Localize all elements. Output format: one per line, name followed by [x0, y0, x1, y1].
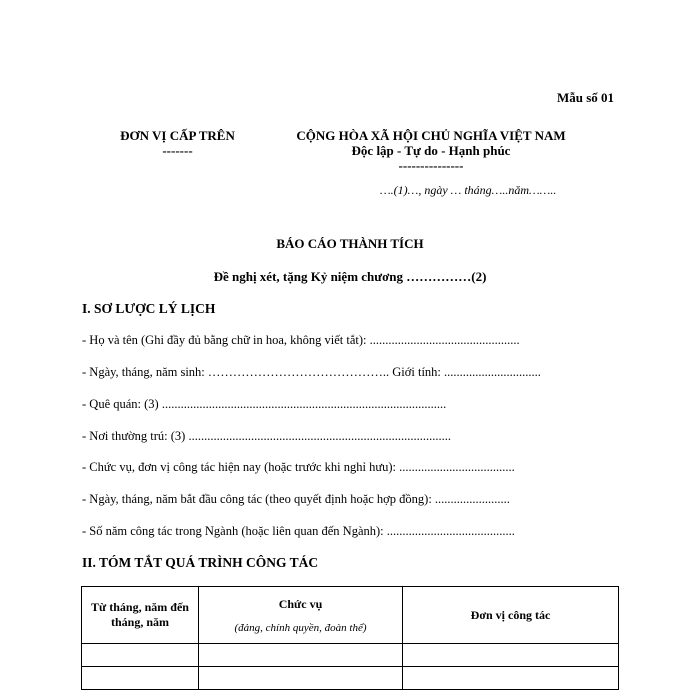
table-row — [82, 667, 619, 690]
header-unit: Đơn vị công tác — [403, 587, 619, 644]
form-number: Mẫu số 01 — [557, 90, 615, 105]
table-header-row — [82, 587, 619, 644]
superior-unit-name: ĐƠN VỊ CẤP TRÊN — [120, 128, 235, 143]
table-row — [82, 644, 619, 667]
header-position — [199, 587, 403, 644]
header-position-note: (đảng, chính quyền, đoàn thể) — [234, 621, 367, 634]
document-subtitle: Đề nghị xét, tặng Kỷ niệm chương ……………(2) — [213, 269, 487, 284]
nation-name: CỘNG HÒA XÃ HỘI CHỦ NGHĨA VIỆT NAM — [296, 128, 566, 143]
table-cell — [403, 667, 619, 690]
field-years-in-sector: - Số năm công tác trong Ngành (hoặc liên quan đến Ngành): ......................................... — [82, 524, 515, 538]
header-period — [82, 587, 199, 644]
field-hometown: - Quê quán: (3) ........................................................................................... — [82, 397, 447, 411]
nation-motto: Độc lập - Tự do - Hạnh phúc — [351, 143, 511, 158]
section-2-heading: II. TÓM TẮT QUÁ TRÌNH CÔNG TÁC — [82, 555, 319, 570]
section-1-heading: I. SƠ LƯỢC LÝ LỊCH — [82, 301, 216, 316]
table-cell — [82, 667, 199, 690]
work-history-table — [81, 586, 619, 690]
field-birth-date-gender: - Ngày, tháng, năm sinh: …………………………………….. Giới tính: ............................... — [82, 365, 541, 379]
field-residence: - Nơi thường trú: (3) .................................................................................... — [82, 429, 451, 443]
document-title: BÁO CÁO THÀNH TÍCH — [276, 236, 424, 251]
field-full-name: - Họ và tên (Ghi đầy đủ bằng chữ in hoa, không viết tắt): ................................................ — [82, 333, 520, 347]
table-cell — [403, 644, 619, 667]
table-cell — [199, 667, 403, 690]
nation-rule: --------------- — [398, 158, 464, 173]
header-period-line2: tháng, năm — [110, 615, 169, 629]
header-period-line1: Từ tháng, năm đến — [91, 600, 189, 614]
national-header — [275, 128, 587, 173]
header-position-title: Chức vụ — [278, 596, 323, 611]
field-current-position: - Chức vụ, đơn vị công tác hiện nay (hoặc trước khi nghỉ hưu): ..................................... — [82, 460, 515, 474]
table-cell — [82, 644, 199, 667]
superior-unit-block — [115, 128, 240, 158]
table-cell — [199, 644, 403, 667]
field-start-date: - Ngày, tháng, năm bắt đầu công tác (theo quyết định hoặc hợp đồng): ........................ — [82, 492, 510, 506]
place-date-line: ….(1)…, ngày … tháng…..năm…….. — [380, 183, 557, 197]
superior-unit-rule: ------- — [162, 143, 193, 158]
